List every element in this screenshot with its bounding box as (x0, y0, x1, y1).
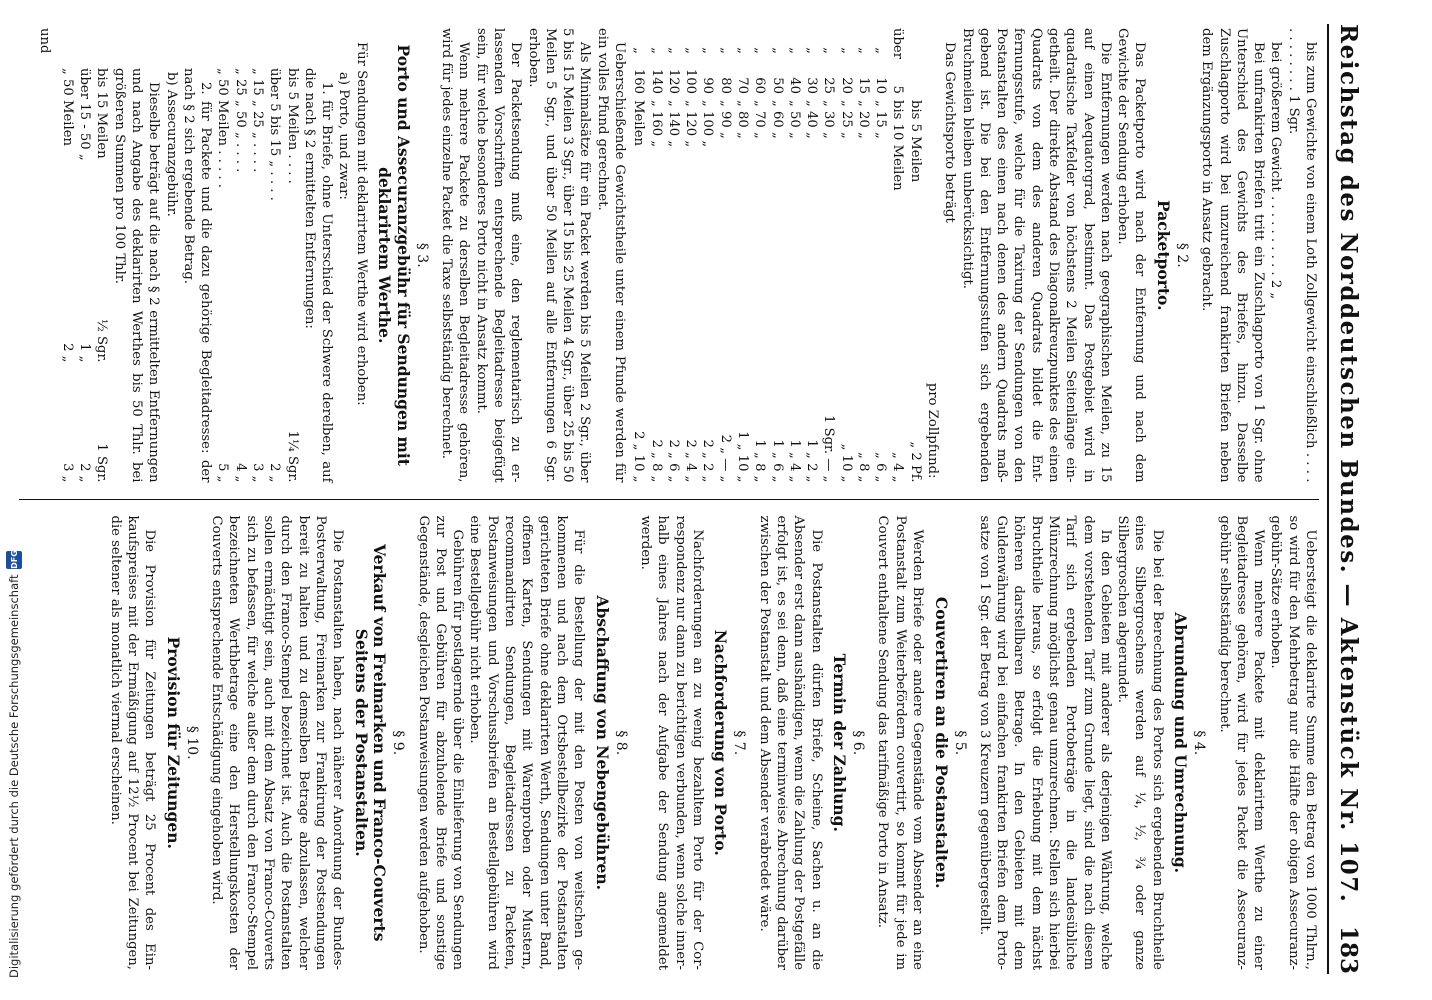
section-number: § 6. (850, 730, 867, 756)
paragraph: 2. für Packete und die dazu gehörige Begleitadresse: der nach § 2 sich ergebende Betrag. (180, 68, 214, 483)
paragraph: Als Minimalsätze für ein Packet werden bis 5 Meilen 2 Sgr., über 5 bis 15 Meilen 3 Sgr., über 15 bis 25 Meilen 4 Sgr., über 25 bis 50 Meilen 5 Sgr., und über 50 Meilen auf alle Entfernungen 6 Sgr. erhoben. (525, 28, 593, 483)
rate-row: „ 15 „ 20 „ „ 8 „ (855, 47, 871, 483)
left-column (19, 24, 1319, 499)
rate-row: „ 100 „ 120 „ 2 „ 4 „ (683, 47, 699, 483)
section-number: § 8. (612, 730, 629, 756)
rate-row: „ 25 „ 50 „ . . . . 4 „ (232, 68, 248, 483)
section-heading: Packetporto. (1154, 200, 1174, 311)
paragraph: Nachforderungen an zu wenig bezahltem Porto für der Correspondenz nur dann zu berichtigen verbunden, wenn solche innerhalb eines Jahres nach der Aufgabe der Sendung angemeldet werden. (638, 515, 705, 970)
section-number: § 10. (183, 725, 200, 760)
paragraph: Wenn mehrere Packete zu derselben Begleitadresse gehören, wird für jedes einzelne Packet die Taxe selbstständig berechnet. (439, 28, 472, 483)
paragraph: und (36, 28, 52, 54)
right-column (19, 500, 1319, 975)
insurance-fee-table (59, 28, 111, 483)
rate-row: „ 90 „ 100 „ 2 „ 2 „ (700, 47, 716, 483)
document-page (30, 0, 1390, 1000)
rate-row: bis 5 Meilen „ 2 Pf. (907, 100, 923, 483)
section-number: § 4. (1191, 730, 1208, 756)
rate-row: „ 15 „ 25 „ . . . . 3 „ (250, 68, 266, 483)
paragraph: Für die Bestellung der mit den Posten von weitschen gekommenen und nach dem Ortsbestellbezirke der Postanstalten gerichteten Briefe ohne deklarirten Werth, Sendungen unter Band, offenen Karten, Sendungen mit Warenproben oder Mustern, recommandirten Sendungen, Begleitadressen zu Packeten, Postanweisungen und Vorschussbriefen an Bestellgebühren wird eine Bestellgebühr nicht erhoben. (467, 515, 587, 970)
paragraph: Die Entfernungen werden nach geographischen Meilen, zu 15 auf einen Aequatorgrad, bestimmt. Das Postgebiet wird in quadratische Taxfelder von höchstens 2 Meilen Seitenlänge eingetheilt. Der direkte Abstand des Diagonalkreuzpunktes des einen Quadrats von dem des anderen Quadrats bildet die Entfernungsstufe, welche für die Taxirung der Sendungen von den Postanstalten des einen nach denen des andern Quadrats maßgebend ist. Die bei den Entfernungsstufen sich ergebenden Bruchmeilen bleiben unberücksichtigt. (959, 28, 1113, 483)
paragraph: Ueberschießende Gewichtstheile unter einem Pfunde werden für ein volles Pfund gerechnet. (594, 28, 627, 483)
rate-row: bis 5 Meilen . . . . 1¼ Sgr. (284, 68, 300, 483)
rate-row: „ 160 Meilen 2 „ 10 „ (631, 47, 647, 483)
paragraph: a) Porto, und zwar: (336, 72, 352, 200)
dfg-logo-icon: DFG (6, 551, 22, 569)
paragraph: bis zum Gewichte von einem Loth Zollgewicht einschließlich . . . . . . . . . . . . 1 Sgr. (1285, 28, 1318, 483)
section-heading: Termin der Zahlung. (830, 653, 850, 832)
section-number: § 2. (1174, 242, 1191, 268)
paragraph: Das Gewichtsporto beträgt (942, 42, 958, 223)
page-number: 183 (1335, 925, 1362, 974)
section-number: § 3. (413, 242, 430, 268)
paragraph: 1. für Briefe, ohne Unterschied der Schwere derelben, auf die nach § 2 ermittelten Entfernungen: (301, 68, 335, 483)
distance-rate-table (630, 28, 924, 483)
rate-row: „ 60 „ 70 „ 1 „ 8 „ (752, 47, 768, 483)
paragraph: Die Provision für Zeitungen beträgt 25 Procent des Einkaufspreises mit der Ermäßigung auf 12½ Procent bei Zeitungen, die seltener als monatlich viermal erscheinen. (107, 515, 158, 970)
rate-row: „ 40 „ 50 „ 1 „ 4 „ (786, 47, 802, 483)
section-number: § 7. (731, 730, 748, 756)
paragraph: Das Packetporto wird nach der Entfernung und nach dem Gewichte der Sendung erhoben. (1115, 28, 1148, 483)
digitization-credit (6, 551, 22, 978)
rate-row: über 5 bis 15 „ . . . . 2 „ (267, 68, 283, 483)
credit-text: Digitalisierung gefördert durch die Deutsche Forschungsgemeinschaft (7, 574, 21, 978)
section-number: § 9. (390, 730, 407, 756)
paragraph: Die Postanstalten haben, nach näherer Anordnung der Bundes-Postverwaltung, Freimarken zur Frankirung der Postsendungen bereit zu halten und zu demselben Betrage abzulassen, welcher durch den Franco-Stempel bezeichnet ist. Auch die Postanstalten sollen ermächtigt sein, auch mit dem Absatz von Franco-Couverts sich zu befassen, für welche außer dem durch den Franco-Stempel bezeichneten Werthbetrage eine den Herstellungskosten der Couverts entsprechende Entschädigung eingehoben wird. (209, 515, 346, 970)
section-heading: Abschaffung von Nebengebühren. (592, 595, 612, 891)
section-heading: Nachforderung von Porto. (711, 629, 731, 856)
valued-letter-rate-table (214, 28, 300, 483)
rate-row: „ 50 Meilen 2 „ 3 „ (59, 68, 75, 483)
section-heading: Abrundung und Umrechnung. (1171, 612, 1191, 874)
paragraph: Werden Briefe oder andere Gegenstände vom Absender an eine Postanstalt zum Weiterbefördern couvertirt, so kommt für jede im Couvert enthaltene Sendung das tarifmäßige Porto in Ansatz. (875, 515, 926, 970)
section-heading: Porto und Assecuranzgebühr für Sendungen mit deklarirtem Werthe. (375, 44, 413, 466)
rate-row: über 5 bis 10 Meilen „ 4 „ (890, 28, 906, 483)
paragraph: Bei unfrankirten Briefen tritt ein Zuschlagporto von 1 Sgr. ohne Unterschied des Gewichts des Briefes, hinzu. Dasselbe Zuschlagporto wird bei unzureichend frankirten Briefen neben dem Ergänzungsporto in Ansatz gebracht. (1199, 28, 1267, 483)
rate-table-header: pro Zollpfund: (925, 382, 941, 479)
paragraph: Wenn mehrere Packete mit deklarirtem Werthe zu einer Begleitadresse gehören, wird für jedes Packet die Assecuranzgebühr selbstständig berechnet. (1216, 515, 1267, 970)
paragraph: Uebersteigt die deklarirte Summe den Betrag von 1000 Thlrn., so wird für den Mehrbetrag nur die Hälfte der obigen Assecuranzgebühr-Sätze erhoben. (1268, 515, 1318, 970)
rate-row: „ 80 „ 90 „ 2 „ — „ (717, 47, 733, 483)
rate-row: bis 15 Meilen ½ Sgr. 1 Sgr. (94, 68, 110, 483)
running-header (1327, 24, 1362, 974)
rate-row: „ 50 Meilen . . . . . 5 „ (215, 68, 231, 483)
rate-row: „ 25 „ 30 „ 1 Sgr. — „ (821, 47, 837, 483)
rate-row: „ 10 „ 15 „ „ 6 „ (873, 47, 889, 483)
paragraph: Die bei der Berechnung des Portos sich ergebenden Bruchtheile eines Silbergroschens werden auf ¼, ½, ¾ oder ganze Silbergroschen abgerundet. (1115, 515, 1165, 970)
paragraph: b) Assecuranzgebühr. (163, 72, 179, 217)
paragraph: Dieselbe beträgt auf die nach § 2 ermittelten Entfernungen und nach Angabe des deklarirten Werthes bis 50 Thlr. bei größeren Summen pro 100 Thlr. (111, 68, 162, 483)
rate-row: „ 50 „ 60 „ 1 „ 6 „ (769, 47, 785, 483)
section-heading: Verkauf von Freimarken und Franco-Couverts Seitens der Postanstalten. (351, 544, 390, 942)
rate-row: „ 70 „ 80 „ 1 „ 10 „ (734, 47, 750, 483)
rate-row: „ 30 „ 40 „ 1 „ 2 „ (804, 47, 820, 483)
paragraph: Gebühren für postlagernde über die Einlieferung von Sendungen zur Post und Gebühren für abzuholende Briefe und sonstige Gegenstände, desgleichen Postanweisungen werden aufgehoben. (415, 515, 466, 970)
paragraph: In den Gebieten mit anderer als derjenigen Währung, welche dem vorstehenden Tarif zum Grunde liegt, sind die nach diesem Tarif sich ergebenden Portobeträge in die landesübliche Münzrechnung möglichst genau umzurechnen. Stellen sich hierbei Bruchtheile heraus, so erfolgt die Erhebung mit dem nächst höheren darstellbaren Betrage. In den Gebieten mit dem Guldenwährung wird bei einfachen frankirten Briefen dem Portosatze von 1 Sgr. der Betrag von 3 Kreuzern gegenübergestellt. (976, 515, 1113, 970)
section-heading: Provision für Zeitungen. (163, 636, 183, 849)
rate-row: „ 120 „ 140 „ 2 „ 6 „ (665, 47, 681, 483)
running-title: Reichstag des Norddeutschen Bundes. — Aktenstück Nr. 107. (1335, 24, 1362, 904)
rate-row: über 15 - 50 „ 1 „ 2 „ (77, 68, 93, 483)
text-columns (19, 24, 1319, 974)
rate-row: „ 20 „ 25 „ „ 10 „ (838, 47, 854, 483)
rate-row: „ 140 „ 160 „ 2 „ 8 „ (648, 47, 664, 483)
paragraph: Der Packetsendung muß eine, den reglementarisch zu erlassenden Vorschriften entsprechende Begleitadresse beigefügt sein, für welche besonderes Porto nicht in Ansatz kommt. (473, 28, 524, 483)
paragraph: bei größerem Gewicht . . . . . . . . . . 2 „ (1268, 42, 1284, 300)
paragraph: Für Sendungen mit deklarirtem Werthe wird erhoben: (353, 42, 369, 406)
section-heading: Couvertiren an die Postanstalten. (931, 596, 951, 889)
paragraph: Die Postanstalten dürfen Briefe, Scheine, Sachen u. an die Absender erst dann aushändigen, wenn die Zahlung der Postgefälle erfolgt ist, es sei denn, daß eine terminweise Abrechnung darüber zwischen der Postanstalt und dem Absender verabredet wäre. (756, 515, 824, 970)
section-number: § 5. (951, 730, 968, 756)
